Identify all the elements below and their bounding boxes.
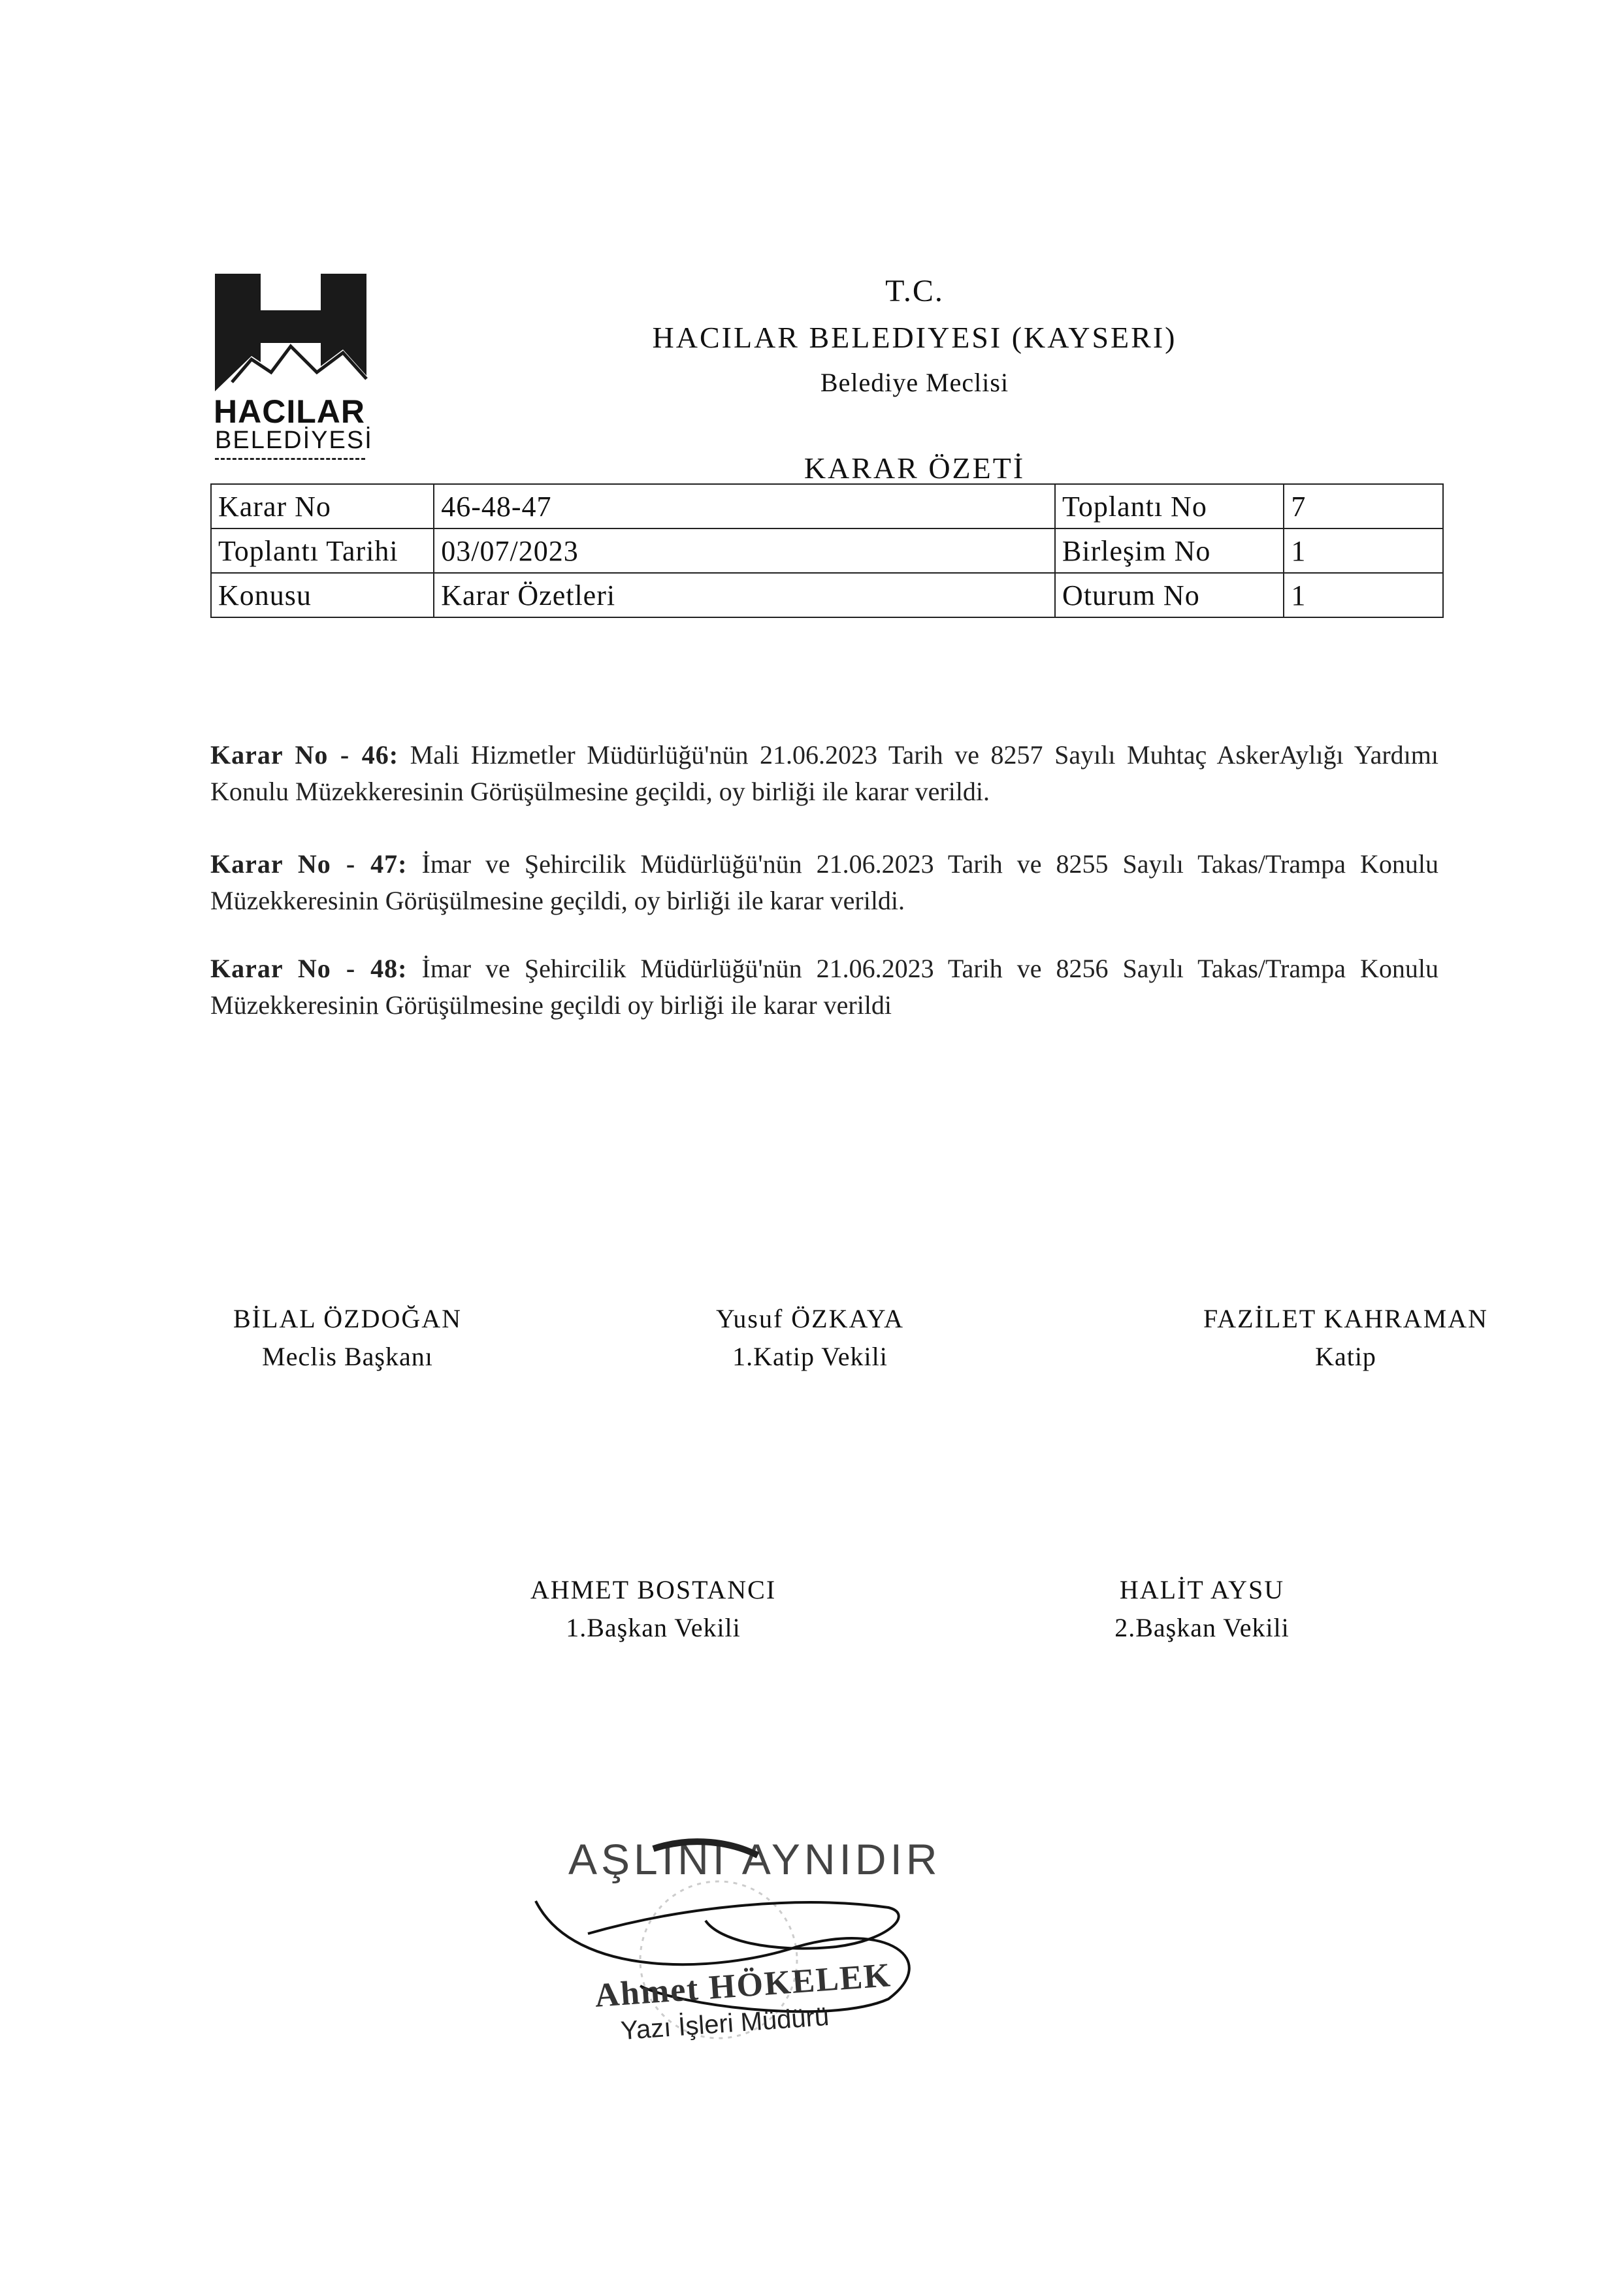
signatory-title: Meclis Başkanı — [262, 1342, 433, 1371]
header-tc: T.C. — [885, 274, 944, 308]
certified-copy-stamp — [523, 1810, 967, 2084]
decision-48 — [210, 951, 1438, 1024]
table-row — [211, 484, 1443, 528]
handwritten-signature-icon — [523, 1810, 967, 2084]
label-toplanti-tarihi: Toplantı Tarihi — [211, 528, 434, 573]
decision-text: Mali Hizmetler Müdürlüğü'nün 21.06.2023 Tarih ve 8257 Sayılı Muhtaç AskerAylığı Yardımı Konulu Müzekkeresinin Görüşülmesine geçildi, oy birliği ile karar verildi. — [210, 740, 1439, 806]
value-konusu: Karar Özetleri — [434, 573, 1055, 617]
label-oturum-no: Oturum No — [1055, 573, 1284, 617]
signatory-name: BİLAL ÖZDOĞAN — [233, 1304, 463, 1333]
signatory-name: Yusuf ÖZKAYA — [715, 1304, 905, 1333]
signatory-title: 2.Başkan Vekili — [1114, 1613, 1290, 1642]
label-toplanti-no: Toplantı No — [1055, 484, 1284, 528]
header-municipality: HACILAR BELEDIYESI (KAYSERI) — [652, 321, 1177, 354]
label-karar-no: Karar No — [211, 484, 434, 528]
label-birlesim-no: Birleşim No — [1055, 528, 1284, 573]
signatory-name: FAZİLET KAHRAMAN — [1203, 1304, 1489, 1333]
signatory-title: 1.Başkan Vekili — [566, 1613, 741, 1642]
decision-lead: Karar No - 46: — [210, 740, 399, 770]
decision-text: İmar ve Şehircilik Müdürlüğü'nün 21.06.2023 Tarih ve 8256 Sayılı Takas/Trampa Konulu Müzekkeresinin Görüşülmesine geçildi oy birliği ile karar verildi — [210, 954, 1439, 1020]
signatory-name: HALİT AYSU — [1119, 1575, 1285, 1604]
municipality-logo — [212, 271, 373, 457]
signature-block-baskan-vekili-1 — [510, 1571, 797, 1647]
document-title: KARAR ÖZETİ — [804, 451, 1026, 485]
signature-block-baskan — [210, 1300, 485, 1376]
signatory-title: Katip — [1315, 1342, 1376, 1371]
value-toplanti-tarihi: 03/07/2023 — [434, 528, 1055, 573]
stamp-name: Ahmet HÖKELEK — [593, 1957, 893, 2015]
logo-divider — [215, 458, 365, 460]
decision-46 — [210, 737, 1438, 810]
decision-info-table — [210, 483, 1444, 618]
logo-mark-icon — [212, 271, 369, 395]
logo-subtitle: BELEDİYESİ — [215, 427, 373, 454]
value-karar-no: 46-48-47 — [434, 484, 1055, 528]
value-oturum-no: 1 — [1284, 573, 1443, 617]
decision-text: İmar ve Şehircilik Müdürlüğü'nün 21.06.2023 Tarih ve 8255 Sayılı Takas/Trampa Konulu Müzekkeresinin Görüşülmesine geçildi, oy birliği ile karar verildi. — [210, 849, 1439, 915]
stamp-title: Yazı İşleri Müdürü — [619, 2002, 830, 2046]
signatory-name: AHMET BOSTANCI — [530, 1575, 777, 1604]
decision-lead: Karar No - 47: — [210, 849, 408, 879]
value-birlesim-no: 1 — [1284, 528, 1443, 573]
value-toplanti-no: 7 — [1284, 484, 1443, 528]
stamp-certification-text: AŞLINI AYNIDIR — [568, 1835, 941, 1883]
signature-block-katip-vekili — [673, 1300, 947, 1376]
decision-lead: Karar No - 48: — [210, 954, 408, 983]
signature-block-baskan-vekili-2 — [1058, 1571, 1346, 1647]
logo-name: HACILAR — [214, 393, 365, 430]
header-council: Belediye Meclisi — [820, 368, 1009, 397]
signatory-title: 1.Katip Vekili — [732, 1342, 888, 1371]
table-row — [211, 573, 1443, 617]
signature-block-katip — [1176, 1300, 1516, 1376]
decision-47 — [210, 846, 1438, 919]
label-konusu: Konusu — [211, 573, 434, 617]
table-row — [211, 528, 1443, 573]
